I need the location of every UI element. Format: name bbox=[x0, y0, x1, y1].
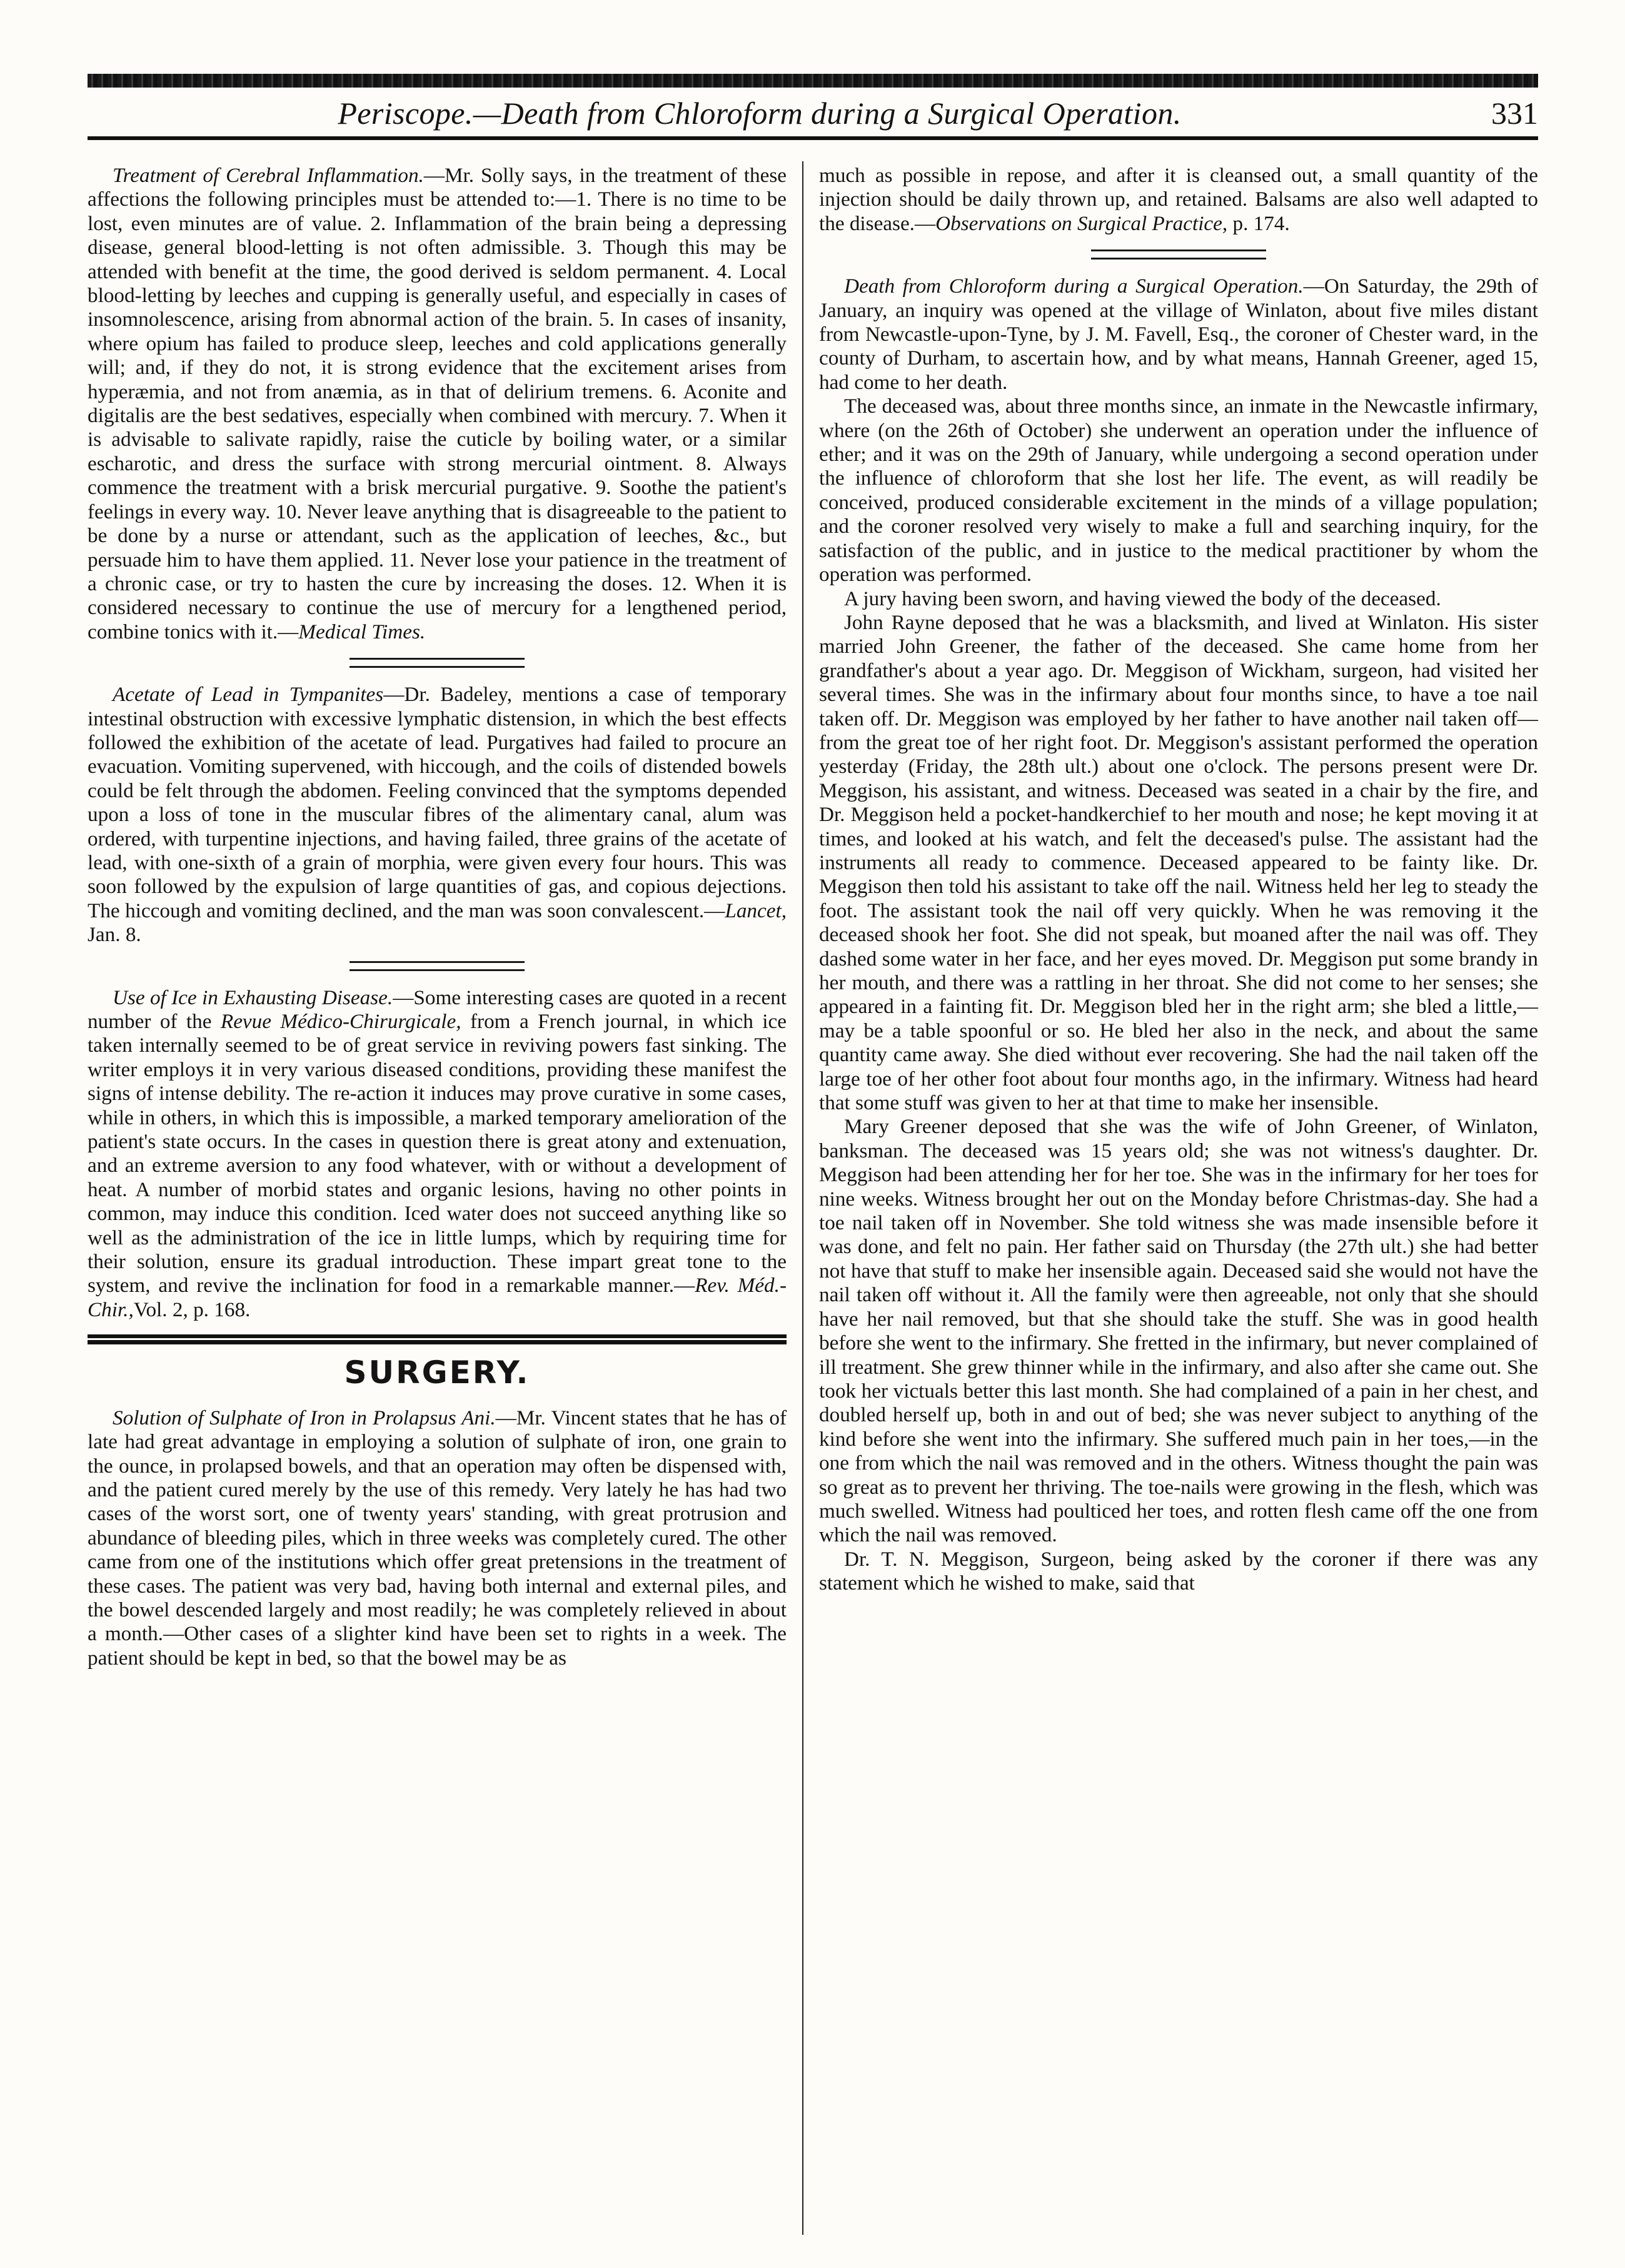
column-divider bbox=[802, 161, 803, 2235]
article-separator bbox=[350, 658, 525, 668]
article-paragraph: —On Saturday, the 29th of January, an inquiry was opened at the village of Winlaton, about five miles distant from Newcastle-upon-Tyne, by J. M. Favell, Esq., the coroner of Chester ward, in the county of Durham, to ascertain how, and by what means, Hannah Greener, aged 15, had come to her death. bbox=[819, 275, 1538, 394]
article-title: Solution of Sulphate of Iron in Prolapsus Ani. bbox=[113, 1406, 496, 1429]
article-title: Use of Ice in Exhausting Disease. bbox=[113, 985, 393, 1009]
article-paragraph: A jury having been sworn, and having viewed the body of the deceased. bbox=[844, 587, 1441, 610]
top-ornamental-rule bbox=[88, 74, 1538, 88]
article-sulphate-of-iron bbox=[88, 1406, 787, 1670]
citation-detail: Vol. 2, p. 168. bbox=[133, 1298, 251, 1321]
article-separator bbox=[350, 961, 525, 971]
article-acetate-of-lead bbox=[88, 683, 787, 947]
running-title: Periscope.—Death from Chloroform during a Surgical Operation. bbox=[338, 96, 1182, 131]
article-body: —Mr. Vincent states that he has of late had great advantage in employing a solution of sulphate of iron, one grain to the ounce, in prolapsed bowels, and that an operation may often be dispensed with, and the patient cured merely by the use of this remedy. Very lately he has had two cases of the worst sort, one of twenty years' standing, with great protrusion and abundance of bleeding piles, which in three weeks was completely cured. The other came from one of the institutions which offer great pretensions in the treatment of these cases. The patient was very bad, having both internal and external piles, and the bowel descended largely and most readily; he was completely relieved in about a month.—Other cases of a slighter kind have been set to rights in a week. The patient should be kept in bed, so that the bowel may be as bbox=[88, 1406, 787, 1670]
left-column bbox=[88, 164, 787, 1670]
article-body: —Some interesting cases are quoted in a recent number of the bbox=[88, 985, 787, 1033]
section-rule bbox=[88, 1334, 787, 1344]
article-title: Acetate of Lead in Tympanites bbox=[113, 683, 384, 707]
article-citation: Lancet, bbox=[725, 899, 787, 922]
right-column bbox=[819, 164, 1538, 1596]
article-separator bbox=[1091, 249, 1266, 260]
article-title: Treatment of Cerebral Inflammation. bbox=[113, 164, 424, 187]
page-number: 331 bbox=[1491, 96, 1538, 131]
article-cerebral-inflammation bbox=[88, 164, 787, 644]
article-body: —Dr. Badeley, mentions a case of temporary intestinal obstruction with excessive lymphatic distension, in which the best effects followed the exhibition of the acetate of lead. Purgatives had failed to procure an evacuation. Vomiting supervened, with hiccough, and the coils of distended bowels could be felt through the abdomen. Feeling convinced that the symptoms depended upon a loss of tone in the muscular fibres of the alimentary canal, alum was ordered, with turpentine injections, and having failed, three grains of the acetate of lead, with one-sixth of a grain of morphia, were given every four hours. This was soon followed by the expulsion of large quantities of gas, and copious dejections. The hiccough and vomiting declined, and the man was soon convalescent.— bbox=[88, 683, 787, 922]
article-citation: Observations on Surgical Practice, bbox=[935, 211, 1228, 235]
article-use-of-ice bbox=[88, 986, 787, 1323]
article-body-continued: from a French journal, in which ice taken internally seemed to be of great service in reviving powers fast sinking. The writer employs it in very various diseased conditions, providing these manifest the signs of intense debility. The re-action it induces may prove curative in some cases, while in others, in which this is impossible, a marked temporary amelioration of the patient's state occurs. In the cases in question there is great atony and extenuation, and an extreme aversion to any food whatever, with or without a development of heat. A number of morbid states and organic lesions, having no other points in common, may induce this condition. Iced water does not succeed anything like so well as the administration of the ice in little lumps, which by requiring time for their solution, ensure its gradual introduction. These impart great tone to the system, and revive the inclination for food in a remarkable manner.— bbox=[88, 1010, 787, 1298]
journal-name: Revue Médico-Chirurgicale, bbox=[220, 1010, 461, 1033]
article-paragraph: Mary Greener deposed that she was the wife of John Greener, of Winlaton, banksman. The deceased was 15 years old; she was not witness's daughter. Dr. Meggison had been attending her for her toe. She was in the infirmary for her toes for nine weeks. Witness brought her out on the Monday before Christmas-day. She had a toe nail taken off in November. She told witness she was made insensible before it was done, and felt no pain. Her father said on Thursday (the 27th ult.) she had better not have that stuff to make her insensible again. Deceased said she would not have the nail taken off without it. All the family were then agreeable, not only that she should have her nail removed, but that she should take the stuff. She was in good health before she went to the infirmary. She fretted in the infirmary, but never complained of ill treatment. She grew thinner while in the infirmary, and also after she came out. She took her victuals better this last month. She had complained of a pain in her chest, and doubled herself up, both in and out of bed; she was never subject to anything of the kind before she went into the infirmary. She suffered much pain in her toes,—in the one from which the nail was removed and in the others. Witness thought the pain was so great as to prevent her thriving. The toe-nails were growing in the flesh, which was much swelled. Witness had poulticed her toes, and rotten flesh came off the one from which the nail was removed. bbox=[819, 1115, 1538, 1547]
article-sulphate-of-iron-continued bbox=[819, 164, 1538, 236]
article-title: Death from Chloroform during a Surgical Operation. bbox=[844, 275, 1304, 298]
citation-detail: p. 174. bbox=[1227, 211, 1290, 235]
article-body: —Mr. Solly says, in the treatment of these affections the following principles must be attended to:—1. There is no time to be lost, even minutes are of value. 2. Inflammation of the brain being a depressing disease, general blood-letting is not often admissible. 3. Though this may be attended with benefit at the time, the good derived is seldom permanent. 4. Local blood-letting by leeches and cupping is generally useful, and especially in cases of insomnolescence, arising from abnormal action of the brain. 5. In cases of insanity, where opium has failed to produce sleep, leeches and cold applications generally will; and, if they do not, it is strong evidence that the excitement arises from hyperæmia, and not from anæmia, as in that of delirium tremens. 6. Aconite and digitalis are the best sedatives, especially when combined with mercury. 7. When it is advisable to salivate rapidly, raise the cuticle by boiling water, or a similar escharotic, and dress the surface with strong mercurial ointment. 8. Always commence the treatment with a brisk mercurial purgative. 9. Soothe the patient's feelings in every way. 10. Never leave anything that is disagreeable to the patient to be done by a nurse or attendant, such as the application of leeches, &c., but persuade him to have them applied. 11. Never lose your patience in the treatment of a chronic case, or try to hasten the cure by increasing the doses. 12. When it is considered necessary to continue the use of mercury for a lengthened period, combine tonics with it.— bbox=[88, 164, 787, 643]
article-body: much as possible in repose, and after it is cleansed out, a small quantity of the injection should be daily thrown up, and retained. Balsams are also well adapted to the disease.— bbox=[819, 164, 1538, 235]
article-paragraph: The deceased was, about three months since, an inmate in the Newcastle infirmary, where (on the 26th of October) she underwent an operation under the influence of ether; and it was on the 29th of January, while undergoing a second operation under the influence of chloroform that she lost her life. The event, as will readily be conceived, produced considerable excitement in the minds of a village population; and the coroner resolved very wisely to make a full and searching inquiry, for the satisfaction of the public, and in justice to the medical practitioner by whom the operation was performed. bbox=[819, 395, 1538, 587]
article-death-from-chloroform bbox=[819, 275, 1538, 395]
article-paragraph: Dr. T. N. Meggison, Surgeon, being asked by the coroner if there was any statement which he wished to make, said that bbox=[819, 1547, 1538, 1595]
article-paragraph: John Rayne deposed that he was a blacksmith, and lived at Winlaton. His sister married John Greener, the father of the deceased. She came home from her grandfather's about a year ago. Dr. Meggison of Wickham, surgeon, had visited her several times. She was in the infirmary about four months since, to have a toe nail taken off. Dr. Meggison was employed by her father to have another nail taken off—from the great toe of her right foot. Dr. Meggison's assistant performed the operation yesterday (Friday, the 28th ult.) about one o'clock. The persons present were Dr. Meggison, his assistant, and witness. Deceased was seated in a chair by the fire, and Dr. Meggison held a pocket-handkerchief to her mouth and nose; he kept moving it at times, and looked at his watch, and felt the deceased's pulse. The assistant had the instruments all ready to commence. Deceased appeared to be fainty like. Dr. Meggison then told his assistant to take off the nail. Witness held her leg to steady the foot. The assistant took the nail off very quickly. When he was removing it the deceased shook her foot. She did not speak, but moaned after the nail was off. They dashed some water in her face, and her eyes moved. Dr. Meggison put some brandy in her mouth, and there was a rattling in her throat. She did not come to her senses; she appeared in a fainting fit. Dr. Meggison bled her in the right arm; she bled a little,—may be a table spoonful or so. He bled her also in the neck, and about the same quantity came away. She died without ever recovering. She had the nail taken off the large toe of her other foot about four months ago, in the infirmary. Witness had heard that some stuff was given to her at that time to make her insensible. bbox=[819, 610, 1538, 1115]
citation-detail: Jan. 8. bbox=[88, 923, 141, 947]
article-citation: Rev. Méd.-Chir., bbox=[88, 1274, 787, 1321]
section-heading-surgery: SURGERY. bbox=[344, 1354, 530, 1391]
article-citation: Medical Times. bbox=[298, 620, 426, 643]
page-header bbox=[88, 93, 1538, 140]
